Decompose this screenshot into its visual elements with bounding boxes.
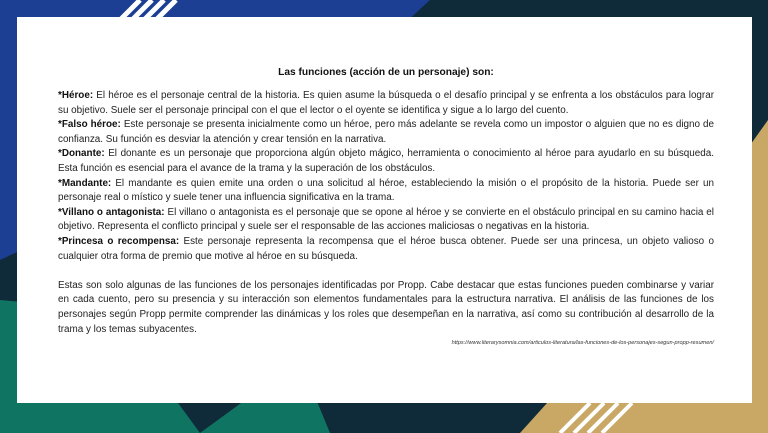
definition-item (58, 89, 714, 118)
definition-term: *Villano o antagonista: (58, 206, 165, 218)
definitions-list (58, 89, 714, 264)
definition-item (58, 118, 714, 147)
definition-text: Este personaje se presenta inicialmente como un héroe, pero más adelante se revela como un impostor o alguien que no es digno de confianza. Su función es desviar la atención y crear tensión en la narrativa. (58, 119, 714, 145)
definition-item (58, 235, 714, 264)
definition-item (58, 177, 714, 206)
definition-item (58, 147, 714, 176)
definition-term: *Princesa o recompensa: (58, 235, 180, 247)
definition-term: *Héroe: (58, 90, 94, 101)
content-card (17, 17, 752, 403)
definition-item (58, 206, 714, 235)
definition-text: El villano o antagonista es el personaje que se opone al héroe y se convierte en el obstáculo principal en su camino hacia el objetivo. Representa el conflicto principal y suele ser el responsable de las acciones maliciosas o negativas en la historia. (58, 206, 714, 233)
definition-text: El donante es un personaje que proporciona algún objeto mágico, herramienta o conocimiento al héroe para ayudarlo en su búsqueda. Esta función es esencial para el avance de la trama y la superación de los obstáculos. (58, 148, 714, 174)
definition-text: El mandante es quien emite una orden o una solicitud al héroe, estableciendo la misión o el propósito de la historia. Puede ser un personaje real o místico y suele tener una influencia significativa en la trama. (58, 177, 714, 204)
definition-term: *Falso héroe: (58, 119, 121, 131)
slide-title: Las funciones (acción de un personaje) son: (278, 67, 494, 78)
source-link[interactable]: https://www.literarysomnia.com/articulos-literatura/las-funciones-de-los-personajes-segun-propp-resumen/ (451, 340, 714, 347)
definition-term: *Mandante: (58, 177, 112, 189)
definition-text: Este personaje representa la recompensa que el héroe busca obtener. Puede ser una princesa, un objeto valioso o cualquier otra forma de premio que motive al héroe en su búsqueda. (58, 235, 714, 262)
definition-term: *Donante: (58, 148, 105, 160)
definition-text: El héroe es el personaje central de la historia. Es quien asume la búsqueda o el desafío principal y se enfrenta a los obstáculos para lograr su objetivo. Suele ser el personaje principal con el que el lector o el oyente se identifica y sigue a lo largo del cuento. (58, 90, 714, 116)
closing-paragraph: Estas son solo algunas de las funciones de los personajes identificadas por Propp. Cabe destacar que estas funciones pueden combinarse y variar en cada cuento, pero su presencia y su interacción son elementos fundamentales para la estructura narrativa. El análisis de las funciones de los personajes según Propp permite comprender las dinámicas y los roles que desempeñan en la narrativa, así como su contribución al desarrollo de la trama y los temas subyacentes. (58, 279, 714, 335)
